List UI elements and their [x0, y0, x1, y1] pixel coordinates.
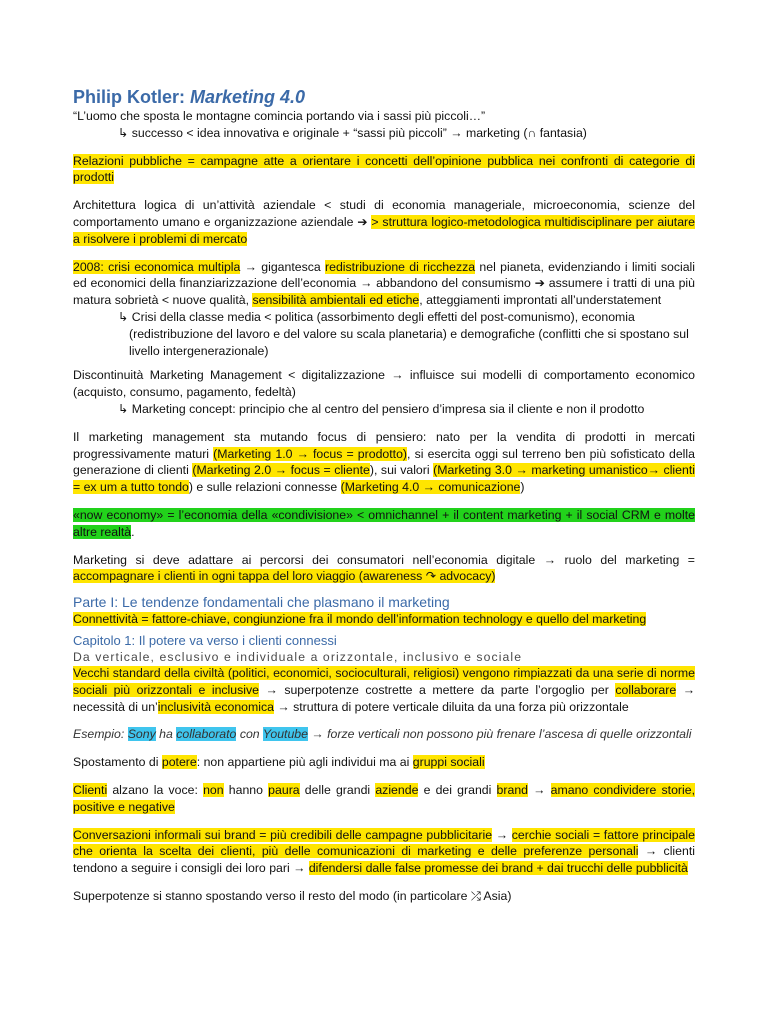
heading-parte-1: Parte I: Le tendenze fondamentali che plasmano il marketing [73, 594, 450, 611]
text-span: → gigantesca [240, 259, 326, 274]
text-span: . [131, 524, 135, 539]
para-2008-sub: ↳ Crisi della classe media < politica (assorbimento degli effetti del post-comunismo), economia (redistribuzione del lavoro e del valore su scala planetaria) e demografiche (conflitti che si spostano sul livello intergenerazionale) [118, 309, 689, 358]
highlight-marketing-1: (Marketing 1.0 → focus = prodotto) [213, 446, 408, 461]
text-span: → forze verticali non possono più frenare l’ascesa di quelle orizzontali [307, 727, 692, 742]
para-architettura [73, 197, 695, 247]
para-relazioni [73, 153, 695, 187]
highlight-youtube: Youtube [262, 727, 308, 742]
document-title [73, 86, 695, 108]
highlight-struttura: > struttura logico-metodologica multidisciplinare per aiutare a risolvere i problemi di mercato [73, 214, 695, 246]
title-author: Philip Kotler: [73, 87, 190, 107]
title-book: Marketing 4.0 [190, 87, 306, 107]
heading-da-verticale: Da verticale, esclusivo e individuale a orizzontale, inclusivo e sociale [73, 649, 523, 664]
highlight-non: non [203, 782, 224, 797]
para-esempio [73, 726, 695, 743]
highlight-relazioni: Relazioni pubbliche = campagne atte a orientare i concetti dell’opinione pubblica nei confronti di categorie di prodotti [73, 153, 695, 185]
highlight-paura: paura [268, 782, 300, 797]
highlight-vecchi-standard: Vecchi standard della civiltà (politici, economici, socioculturali, religiosi) vengono rimpiazzati da una serie di norme sociali più orizzontali e inclusive [73, 665, 695, 697]
text-span: Spostamento di [73, 755, 162, 770]
text-span: → [528, 782, 551, 797]
text-span: Esempio: [73, 727, 128, 742]
text-span: → struttura di potere verticale diluita da una forza più orizzontale [273, 699, 629, 714]
highlight-2008: 2008: crisi economica multipla [73, 259, 241, 274]
text-span: nel pianeta, evidenziando i limiti sociali ed economici della finanziarizzazione dell’economia → abbandono del consumismo ➔ assumere i tratti di una più matura sobrietà < nuove qualità, [73, 259, 696, 308]
highlight-sony: Sony [127, 727, 156, 742]
para-conversazioni [73, 827, 695, 877]
text-span: Marketing si deve adattare ai percorsi dei consumatori nell’economia digitale → ruolo del marketing = [73, 552, 695, 567]
text-span: → necessità di un’ [73, 682, 695, 714]
highlight-connettivita: Connettività = fattore-chiave, congiunzione fra il mondo dell’information technology e quello del marketing [73, 612, 647, 627]
highlight-aziende: aziende [375, 782, 419, 797]
text-span: → clienti tendono a seguire i consigli dei loro pari → [73, 844, 695, 876]
highlight-amano-condividere: amano condividere storie, positive e negative [73, 782, 695, 814]
para-vecchi-standard [73, 665, 695, 715]
highlight-now-economy: «now economy» = l’economia della «condivisione» < omnichannel + il content marketing + il social CRM e molte altre realtà [73, 507, 695, 539]
highlight-difendersi: difendersi dalle false promesse dei brand + dai trucchi delle pubblicità [308, 861, 688, 876]
highlight-collaborato: collaborato [176, 727, 237, 742]
para-management [73, 429, 695, 496]
highlight-sensibilita: sensibilità ambientali ed etiche [252, 293, 420, 308]
para-now-economy [73, 507, 695, 541]
highlight-conversazioni: Conversazioni informali sui brand = più credibili delle campagne pubblicitarie [73, 827, 493, 842]
highlight-collaborare: collaborare [615, 682, 677, 697]
highlight-accompagnare: accompagnare i clienti in ogni tappa del loro viaggio (awareness ↷ advocacy) [73, 569, 496, 584]
text-span: delle grandi [299, 782, 376, 797]
quote-line: “L’uomo che sposta le montagne comincia portando via i sassi più piccoli…” [73, 109, 486, 123]
para-clienti [73, 782, 695, 816]
para-2008 [73, 259, 695, 309]
highlight-marketing-2: (Marketing 2.0 → focus = cliente [192, 463, 370, 478]
para-adattare [73, 552, 695, 586]
heading-capitolo-1: Capitolo 1: Il potere va verso i clienti connessi [73, 632, 337, 648]
text-span: hanno [223, 782, 269, 797]
text-span: , atteggiamenti improntati all’understatement [419, 293, 662, 308]
text-span: ) e sulle relazioni connesse [188, 480, 341, 495]
para-discontinuita: Discontinuità Marketing Management < digitalizzazione → influisce sui modelli di comportamento economico (acquisto, consumo, pagamento, fedeltà) [73, 368, 695, 400]
text-span: Il marketing management sta mutando focus di pensiero: nato per la vendita di prodotti in mercati progressivamente maturi [73, 429, 695, 461]
text-span: e dei grandi [418, 782, 497, 797]
text-span: , si esercita oggi sul terreno ben più sofisticato della generazione di clienti [73, 446, 695, 478]
text-span: → superpotenze costrette a mettere da parte l’orgoglio per [259, 682, 616, 697]
highlight-clienti: Clienti [73, 782, 108, 797]
document-page [73, 86, 695, 905]
highlight-brand: brand [496, 782, 528, 797]
highlight-gruppi-sociali: gruppi sociali [412, 755, 485, 770]
para-spostamento [73, 754, 695, 771]
highlight-marketing-3: (Marketing 3.0 → marketing umanistico→ clienti = ex um a tutto tondo [73, 463, 695, 495]
highlight-cerchie-sociali: cerchie sociali = fattore principale che orienta la scelta dei clienti, più delle comunicazioni di marketing e delle preferenze personali [73, 827, 695, 859]
highlight-inclusivita: inclusività economica [157, 699, 274, 714]
text-span: → [492, 827, 512, 842]
text-span: : non appartiene più agli individui ma ai [196, 755, 413, 770]
para-discontinuita-sub: ↳ Marketing concept: principio che al centro del pensiero d’impresa sia il cliente e non il prodotto [118, 401, 645, 416]
text-span: ha [155, 727, 177, 742]
quote-sub: ↳ successo < idea innovativa e originale + “sassi più piccoli” → marketing (∩ fantasia) [118, 125, 587, 140]
highlight-potere: potere [161, 755, 197, 770]
text-span: ) [520, 480, 525, 495]
highlight-redistribuzione: redistribuzione di ricchezza [325, 259, 476, 274]
para-connettivita [73, 611, 695, 628]
text-span: con [236, 727, 263, 742]
para-superpotenze: Superpotenze si stanno spostando verso il resto del modo (in particolare ⤮ Asia) [73, 888, 512, 903]
text-span: alzano la voce: [107, 782, 204, 797]
highlight-marketing-4: (Marketing 4.0 → comunicazione [340, 480, 521, 495]
text-span: ), sui valori [369, 463, 434, 478]
text-span: Architettura logica di un’attività aziendale < studi di economia manageriale, microeconomia, scienze del comportamento umano e organizzazione aziendale ➔ [73, 198, 695, 229]
